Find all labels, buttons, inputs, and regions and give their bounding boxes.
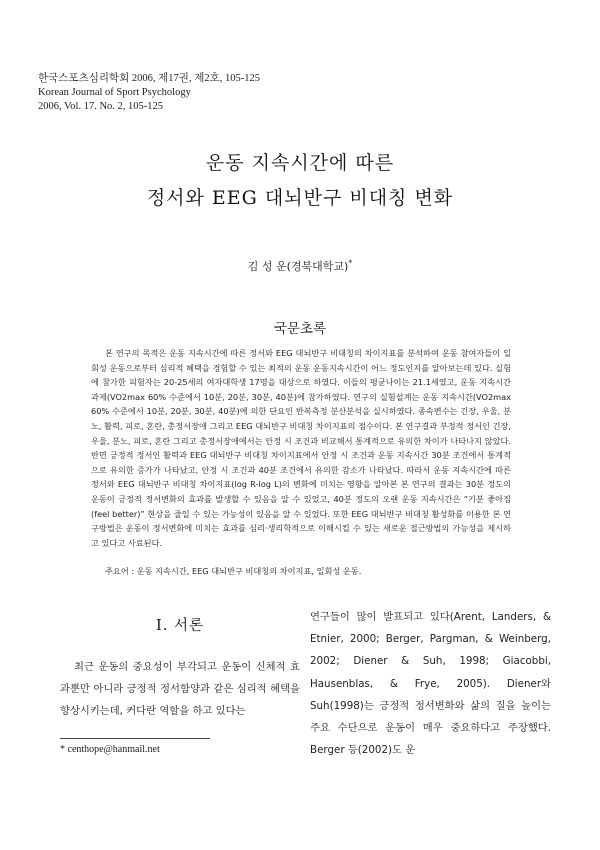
paper-title-line-2: 정서와 EEG 대뇌반구 비대칭 변화: [146, 187, 454, 209]
author-name: 김 성 운(경북대학교): [247, 260, 349, 273]
journal-citation-korean: 한국스포츠심리학회 2006, 제17권, 제2호, 105-125: [38, 73, 260, 84]
section-heading-introduction: Ⅰ. 서론: [156, 618, 204, 634]
abstract-heading: 국문초록: [273, 321, 327, 337]
footnote-email: * centhope@hanmail.net: [60, 744, 160, 755]
footnote-divider: [60, 738, 210, 739]
paper-title-line-1: 운동 지속시간에 따른: [205, 152, 395, 174]
body-paragraph-left: 최근 운동의 중요성이 부각되고 운동이 신체적 효과뿐만 아니라 긍정적 정서함양과 같은 심리적 혜택을 향상시키는데, 커다란 역할을 하고 있다는: [60, 661, 300, 717]
author-line: [0, 258, 600, 274]
journal-header: [38, 72, 338, 114]
abstract-body: 본 연구의 목적은 운동 지속시간에 따른 정서와 EEG 대뇌반구 비대칭의 차이지표를 분석하여 운동 참여자들이 일회성 운동으로부터 심리적 혜택을 경험할 수 있는 최적의 운동 운동지속시간이 어느 정도인지를 알아보는데 있다. 실험에 참가한 피험자는 20-25세의 여자대학생 17명을 대상으로 하였다. 이들의 평균나이는 21.1세였고, 운동 지속시간 과제(VO2max 60% 수준에서 10분, 20분, 30분, 40분)에 참가하였다. 연구의 실험설계는 운동 지속시간(VO2max 60% 수준에서 10분, 20분, 30분, 40분)에 의한 단요인 반복측정 분산분석을 실시하였다. 종속변수는 긴장, 우울, 분노, 활력, 피로, 혼란, 총정서장애 그리고 EEG 대뇌반구 비대칭 차이지표의 점수이다. 본 연구결과 부정적 정서인 긴장, 우울, 분노, 피로, 혼란 그리고 총정서장애에서는 안정 시 조건과 비교해서 통계적으로 유의한 차이가 나타나지 않았다. 반면 긍정적 정서인 활력과 EEG 대뇌반구 비대칭 차이지표에서 안정 시 조건과 운동 지속시간 30분 조건에서 통계적으로 유의한 증가가 나타났고, 안정 시 조건과 40분 조건에서 유의한 감소가 나타났다. 따라서 운동 지속시간에 따른 정서와 EEG 대뇌반구 비대칭 차이지표(log R-log L)의 변화에 미치는 영향을 알아본 본 연구의 결과는 30분 정도의 운동이 긍정적 정서변화의 효과를 발생할 수 있음을 알 수 있었고, 40분 정도의 오랜 운동 지속시간은 “기분 좋아짐(feel better)” 현상을 줄일 수 있는 가능성이 있음을 알 수 있었다. 또한 EEG 대뇌반구 비대칭 활성화를 이용한 본 연구방법은 운동이 정서변화에 미치는 효과를 심리·생리학적으로 이해시킬 수 있는 새로운 접근방법의 가능성을 제시하고 있다고 사료된다.: [91, 348, 511, 548]
journal-citation-english: 2006, Vol. 17. No. 2, 105-125: [38, 101, 164, 112]
body-paragraph-right: 연구들이 많이 발표되고 있다(Arent, Landers, & Etnier, 2000; Berger, Pargman, & Weinberg, 2002; Diener & Suh, 1998; Giacobbi, Hausenblas, & Frye, 2005). Diener와 Suh(1998)는 긍정적 정서변화와 삶의 질을 높이는 주요 수단으로 운동이 매우 중요하다고 주장했다. Berger 등(2002)도 운: [310, 611, 551, 757]
journal-name-english: Korean Journal of Sport Psychology: [38, 87, 191, 98]
keywords: 주요어 : 운동 지속시간, EEG 대뇌반구 비대칭의 차이지표, 일회성 운동.: [105, 566, 362, 576]
author-footnote-mark: *: [348, 258, 353, 268]
